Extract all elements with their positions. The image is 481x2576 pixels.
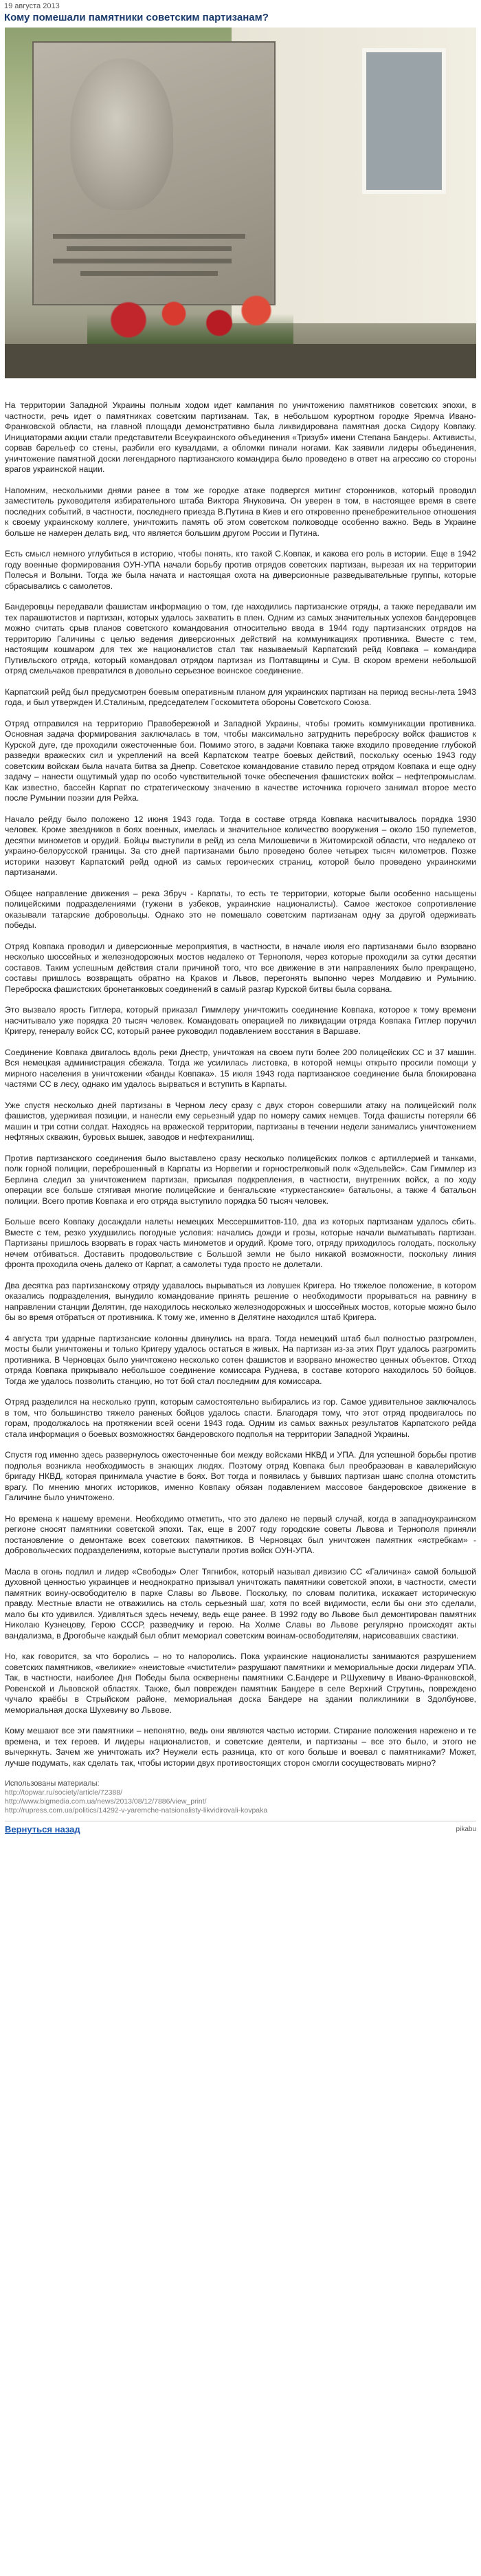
article-paragraph: Отряд разделился на несколько групп, которым самостоятельно выбирались из гор. Самое удивительное заключалось в том, что большинство тяжело раненых бойцов удалось спасти. Благодаря тому, что этот отряд продвигалось по горам, продолжалось на протяжении всей осени 1943 года. Одним из самых важных результатов Карпатского рейда стала информация о боевых возможностях бандеровского подполья на территории Западной Украины. bbox=[5, 1397, 476, 1439]
plaque-inscription-shape bbox=[53, 234, 245, 239]
article-paragraph: Отряд отправился на территорию Правобережной и Западной Украины, чтобы громить коммуникации противника. Основная задача формирования заключалась в том, чтобы максимально затруднить переброску войск фашистов к Курской дуге, где проходили ожесточенные бои. Помимо этого, в задачи Ковпака также входило проведение глубокой разведки вражеских сил и укреплений на всей Карпатском театре боевых действий, поскольку осенью 1943 году советским войскам была начата битва за Днепр. Советское командование ставило перед отрядом Ковпака и еще одну задачу – нанести ощутимый удар по особо чувствительной точке обеспечения фашистских войск – нефтепромыслам. Как известно, бассейн Карпат по стратегическому значению в качестве источника горючего занимал второе место после Румынии поэзии для Рейха. bbox=[5, 718, 476, 803]
article-body bbox=[0, 400, 481, 1834]
plaque-inscription-shape bbox=[53, 259, 232, 263]
article-header bbox=[0, 0, 481, 24]
flowers bbox=[87, 289, 293, 351]
source-link[interactable]: http://www.bigmedia.com.ua/news/2013/08/12/7886/view_print/ bbox=[5, 1797, 207, 1806]
ground bbox=[5, 344, 476, 378]
publish-date: 19 августа 2013 bbox=[4, 2, 60, 10]
article-paragraph: Соединение Ковпака двигалось вдоль реки Днестр, уничтожая на своем пути более 200 полицейских СС и 37 машин. Вся немецкая администрация сбежала. Тогда же усилилась листовка, в которой немцы открыто просили помощи у мирного населения в уничтожении «банды Ковпака». 15 июля 1943 года партизанское соединение была блокирована частями СС в лесу, однако им удалось вырваться и вступить в Карпаты. bbox=[5, 1047, 476, 1089]
article-title: Кому помешали памятники советским партизанам? bbox=[4, 12, 269, 23]
article-paragraph: Напомним, несколькими днями ранее в том же городке атаке подвергся митинг сторонников, который проводил заместитель руководителя избирательного штаба Виктора Януковича. Он уверен в том, в настоящее время в свете последних событий, в частности, последнего приезда В.Путина в Киев и его откровенно пренебрежительное отношения к своему украинскому коллеге, уничтожить память об этом советском полководце особенно важно. Ведь в Украине больше не намерен делать вид, что является большим другом России и Путина. bbox=[5, 485, 476, 538]
article-paragraph: Но времена к нашему времени. Необходимо отметить, что это далеко не первый случай, когда в западноукраинском регионе сносят памятники советской эпохи. Так, еще в 2007 году городские советы Львова и Тернополя приняли постановление о демонтаже всех советских памятников. В Черновцах был уничтожен памятник «ястребкам» - добровольческих подразделениям, которые выступали против войск ОУН-УПА. bbox=[5, 1513, 476, 1555]
article-paragraph: Это вызвало ярость Гитлера, который приказал Гиммлеру уничтожить соединение Ковпака, которое к тому времени насчитывало уже порядка 20 тысяч человек. Командовать операцией по ликвидации отряда Ковпака Гитлер поручил Кригеру, генералу войск СС, который ранее руководил подавлением восстания в Варшаве. bbox=[5, 1005, 476, 1036]
sources-label: Использованы материалы: bbox=[5, 1779, 100, 1788]
back-link[interactable]: Вернуться назад bbox=[5, 1824, 80, 1834]
plaque-inscription-shape bbox=[80, 271, 218, 276]
window-shape bbox=[362, 48, 446, 194]
article-paragraph: На территории Западной Украины полным ходом идет кампания по уничтожению памятников советских эпохи, в частности, речь идет о памятниках советским партизанам. Так, в небольшом курортном городке Яремча Ивано-Франковской области, на главной площади демонстративно была ликвидирована памятная доска Сидору Ковпаку. Инициаторами акции стали представители Всеукраинского объединения «Тризуб» имени Степана Бандеры. Активисты, сорвав барельеф со стены, разбили его кувалдами, а обломки пинали ногами. Как заявили лидеры объединения, уничтожение памятной доски легендарного партизанского командира было проведено в ответ на агрессию со стороны врагов украинской нации. bbox=[5, 400, 476, 474]
article-paragraph: 4 августа три ударные партизанские колонны двинулись на врага. Тогда немецкий штаб был полностью разгромлен, мосты были уничтожены и только Кригеру удалось остаться в живых. На партизан из-за этих Прут удалось разгромить противника. В Черновцах было уничтожено несколько сотен фашистов и взорвано множество ценных объектов. Отход отряда Ковпака прикрывало небольшое соединение комиссара Руднева, в составе которого находилось 50 бойцов. Тогда же удалось позволить станцию, но тот бой стал последним для комиссара. bbox=[5, 1333, 476, 1386]
footer bbox=[5, 1824, 476, 1834]
article-paragraph: Бандеровцы передавали фашистам информацию о том, где находились партизанские отряды, а также передавали им тех парашютистов и партизан, которых удалось захватить в плен. Одним из самых значительных успехов бандеровцев можно считать срыв планов советского командования относительно ввода в 1944 году партизанских отрядов на территорию Галичины с целью ведения диверсионных действий на коммуникациях противника. Вместе с тем, настоящим кошмаром для тех же националистов стал так называемый Карпатский рейд Ковпака – командира Путивльского отряда, который командовал отрядом партизан из Полтавщины и Сум. В скором времени небольшой отряд смельчаков превратился в довольно серьезное воинское соединение. bbox=[5, 602, 476, 675]
article-paragraph: Карпатский рейд был предусмотрен боевым оперативным планом для украинских партизан на период весны-лета 1943 года, и был утвержден И.Сталиным, председателем Госкомитета обороны Советского Союза. bbox=[5, 686, 476, 707]
article-paragraph: Спустя год именно здесь развернулось ожесточенные бои между войсками НКВД и УПА. Для успешной борьбы против подполья возникла необходимость в знающих людях. Поэтому отряд Ковпака был преобразован в кавалерийскую бригаду НКВД, которая принимала участие в боях. Вот тогда и появилась у бывших партизан шанс сполна отомстить врагу. По мнению многих историков, именно Ковпаку обязан подавлением массовое бандеровское движение в Галичине было уничтожено. bbox=[5, 1450, 476, 1502]
source-link[interactable]: http://topwar.ru/society/article/72388/ bbox=[5, 1788, 123, 1797]
plaque-inscription-shape bbox=[67, 246, 232, 251]
portrait-relief bbox=[70, 58, 173, 210]
article-paragraph: Уже спустя несколько дней партизаны в Черном лесу сразу с двух сторон совершили атаку на полицейский полк фашистов, удерживая позиции, и нанесли ему серьезный удар по номеру самих немцев. Тогда фашисты потеряли 66 машин и три сотни солдат. Находясь на вражеской территории, партизаны в течении недели занимались уничтожением нефтяных скважин, буровых вышек, заводов и нефтехранилищ. bbox=[5, 1100, 476, 1142]
article-paragraph: Больше всего Ковпаку досаждали налеты немецких Мессершмиттов-110, два из которых партизанам удалось сбить. Вместе с тем, резко ухудшились погодные условия: начались дожди и грозы, которые начали выматывать партизан. Партизаны пришлось взорвать в горах часть минометов и орудий. Кроме того, отряду приходилось голодать, поскольку нечем отбиваться. Доставить продовольствие с Большой земли не было никакой возможности, поскольку линия фронта проходила очень далеко от Карпат, а самолеты туда просто не долетали. bbox=[5, 1217, 476, 1269]
article-paragraph: Общее направление движения – река Збруч - Карпаты, то есть те территории, которые были особенно насыщены полицейскими подразделениями (тужени в узбеков, украинские националисты). Самое жестокое сопротивление оказывали татарские добровольцы. Однако это не помешало советским партизанам одну за другой одерживать победы. bbox=[5, 888, 476, 930]
article-paragraph: Но, как говорится, за что боролись – но то напоролись. Пока украинские националисты занимаются разрушением советских памятников, «великие» «неистовые «чистители» разрушают памятники и мемориальные доски лидерам УПА. Так, в частности, наиболее Дня Победы была осквернены памятники С.Бандере и Р.Шухевичу в Ивано-Франковской, Ровенской и Львовской областях. Также, был поврежден памятник Бандере в селе Верхний Струтинь, повреждено чучало краёбы в Стрыйском районе, мемориальная доска Бандере на здании поликлиники в Здолбунове, мемориальная доска Шухевичу во Львове. bbox=[5, 1652, 476, 1715]
article-paragraph: Масла в огонь подлил и лидер «Свободы» Олег Тягнибок, который называл дивизию СС «Галичина» самой большой духовной ценностью украинцев и неоднократно призывал уничтожать памятники советской эпохи, в частности, смести памятник воину-освободителю в парке Славы во Львове. Поскольку, по словам политика, искажает историческую правду. Местные власти не отважились на столь серьезный шаг, хотя по всей видимости, если бы они это сделали, мало бы кто удивился. Удивляться здесь нечему, ведь еще ранее. В 1992 году во Львове был демонтирован памятник Николаю Кузнецову, Герою СССР, разведчику и герою. На Холме Славы во Львове регулярно происходят акты вандализма, в Дрогобыче каждый был облит мемориал советским воинам-освободителям, нарисовавших свастики. bbox=[5, 1566, 476, 1641]
source-link[interactable]: http://rupress.com.ua/politics/14292-v-yaremche-natsionalisty-likvidirovali-kovpaka bbox=[5, 1806, 268, 1815]
brand-logo: pikabu bbox=[456, 1826, 476, 1833]
memorial-plaque-photo bbox=[5, 28, 476, 378]
sources-block bbox=[5, 1779, 476, 1815]
article-paragraph: Два десятка раз партизанскому отряду удавалось вырываться из ловушек Кригера. Но тяжелое положение, в котором оказались подразделения, вынудило командование принять решение о необходимости прорываться на равнину в направлении станции Делятин, где находилось несколько железнодорожных и шоссейных мостов, которые можно было бы во время отбраться от противника. К тому же, именно в Делятине находился штаб Кригера. bbox=[5, 1280, 476, 1322]
article-paragraph: Начало рейду было положено 12 июня 1943 года. Тогда в составе отряда Ковпака насчитывалось порядка 1930 человек. Кроме звездников в боях военных, имелась и значительное количество вооружения – около 150 пулеметов, десятки минометов и орудий. Бойцы выступили в рейд из села Милошевичи в Житомирской области, что недалеко от украино-белорусской границы. За сто дней партизанами было проведено более четырех тысяч километров. Позже историки назовут Карпатский рейд одной из самых героических страниц, которой было проведено украинскими партизанами. bbox=[5, 814, 476, 877]
article-paragraph: Кому мешают все эти памятники – непонятно, ведь они являются частью истории. Стирание положения нарежено и те времена, и тех героев. И лидеры националистов, и советские деятели, и партизаны – все это было, и этого не вычеркнуть. Зачем же уничтожать их? Неужели есть разница, кто от кого больше и воевал с памятниками? Может, лучше подумать, как сделать так, чтобы истории двух противостоящих сторон смогли сосуществовать мирно? bbox=[5, 1726, 476, 1768]
article-paragraph: Отряд Ковпака проводил и диверсионные мероприятия, в частности, в начале июля его партизанами было взорвано несколько шоссейных и железнодорожных мостов недалеко от Тернополя, через которые проходили за сутки десятки составов. Таким успешным действия стали причиной того, что все движение в эти направлениях было прекращено, составы пришлось возвращать обратно на Краков и Львов, перегонять выпонно через Молдавию и Румынию. Переброска фашистских бронетанковых соединений в самый разгар Курской битвы была сорвана. bbox=[5, 941, 476, 994]
article-paragraph: Против партизанского соединения было выставлено сразу несколько полицейских полков с артиллерией и танками, полк горной полиции, переброшенный в Карпаты из Норвегии и горнострелковый полк «Эдельвейс». Сам Гиммлер из Берлина следил за уничтожением партизан, присылая подкрепления, в частности, внутренних войск, а по ходу операции все больше стягивая многие полицейские и бенгальские «туркестанские» батальоны, а также 4 батальон полиции. Всего против Ковпака и его отряда выступило порядка 50 тысяч человек. bbox=[5, 1153, 476, 1206]
article-paragraph: Есть смысл немного углубиться в историю, чтобы понять, кто такой С.Ковпак, и какова его роль в истории. Еще в 1942 году военные формирования ОУН-УПА начали борьбу против отрядов советских партизан, вырезая их на территории Полесья и Волыни. Тогда же была начата и настоящая охота на диверсионные разведывательные группы, которые сбрасывались с самолетов. bbox=[5, 549, 476, 591]
